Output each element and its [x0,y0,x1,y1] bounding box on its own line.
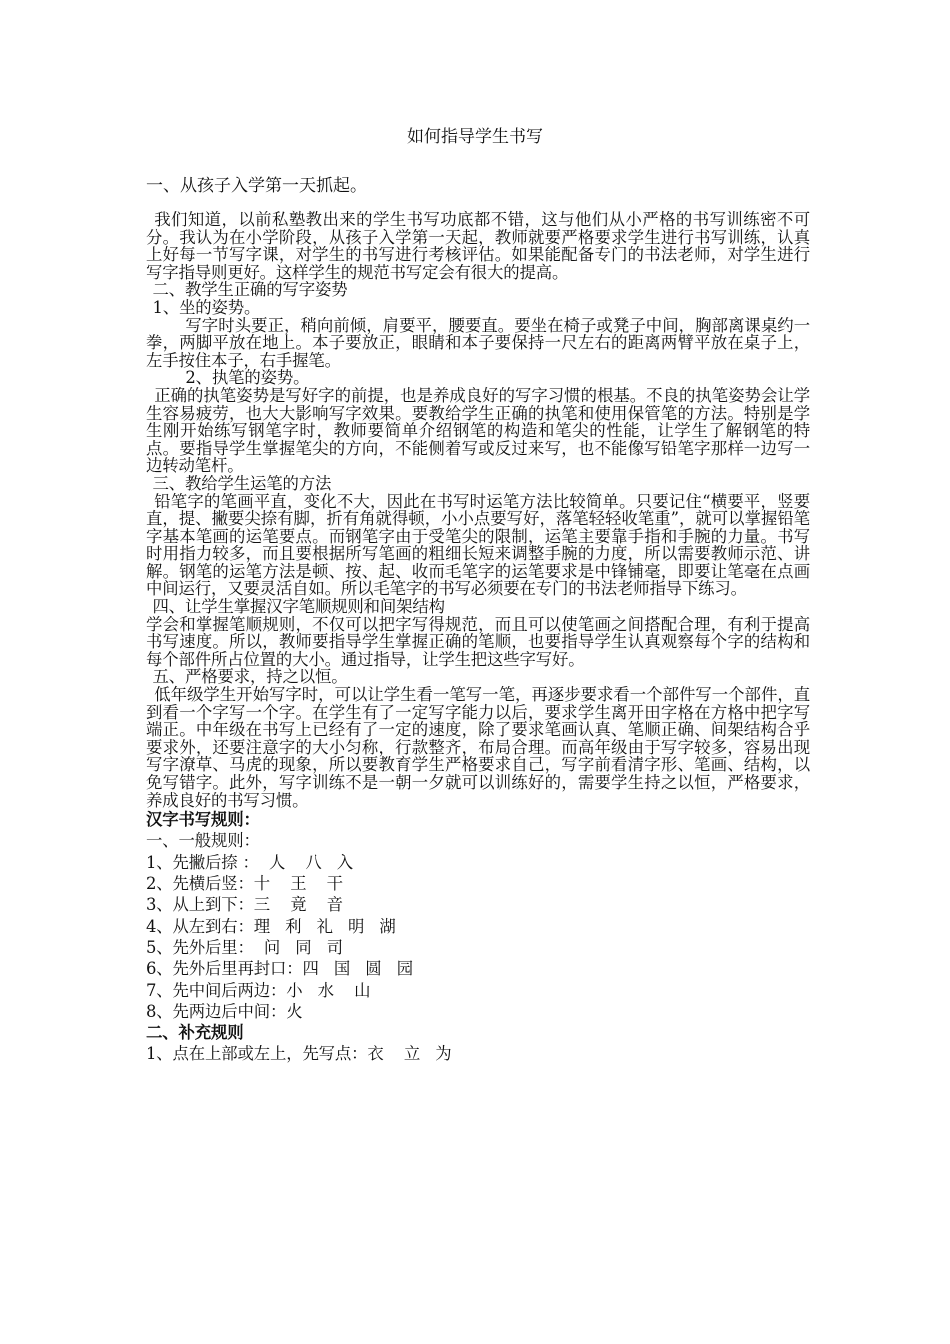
section-heading-1: 一、从孩子入学第一天抓起。 [146,176,367,196]
supplementary-rule-item: 1、点在上部或左上，先写点：衣 立 为 [146,1044,452,1064]
rule-item: 3、从上到下：三 竟 音 [146,895,343,915]
document-body [146,211,810,1065]
rules-title: 汉字书写规则： [146,810,260,830]
paragraph-2: 写字时头要正，稍向前倾，肩要平，腰要直。要坐在椅子或凳子中间，胸部离课桌约一拳，两脚平放在地上。本子要放正，眼睛和本子要保持一尺左右的距离两臂平放在桌子上，左手按住本子，右手握笔。 [146,315,810,370]
paragraph-1: 我们知道，以前私塾教出来的学生书写功底都不错，这与他们从小严格的书写训练密不可分。我认为在小学阶段，从孩子入学第一天起，教师就要严格要求学生进行书写训练，认真上好每一节写字课，对学生的书写进行考核评估。如果能配备专门的书法老师，对学生进行写字指导则更好。这样学生的规范书写定会有很大的提高。 [146,210,810,282]
supplementary-rules-title: 二、补充规则 [146,1023,244,1043]
rule-item: 5、先外后里： 问 同 司 [146,937,343,957]
paragraph-5: 学会和掌握笔顺规则，不仅可以把字写得规范，而且可以使笔画之间搭配合理，有利于提高书写速度。所以，教师要指导学生掌握正确的笔顺，也要指导学生认真观察每个字的结构和每个部件所占位置的大小。通过指导，让学生把这些字写好。 [146,614,810,669]
section-heading-4: 四、让学生掌握汉字笔顺规则和间架结构 [152,597,445,617]
paragraph-6: 低年级学生开始写字时，可以让学生看一笔写一笔，再逐步要求看一个部件写一个部件，直到看一个字写一个字。在学生有了一定写字能力以后，要求学生离开田字格在方格中把字写端正。中年级在书写上已经有了一定的速度，除了要求笔画认真、笔顺正确、间架结构合乎要求外，还要注意字的大小匀称，行款整齐，布局合理。而高年级由于写字较多，容易出现写字潦草、马虎的现象，所以要教育学生严格要求自己，写字前看清字形、笔画、结构，以免写错字。此外，写字训练不是一朝一夕就可以训练好的，需要学生持之以恒，严格要求，养成良好的书写习惯。 [146,685,810,810]
rule-item: 8、先两边后中间：火 [146,1001,303,1021]
paragraph-4: 铅笔字的笔画平直，变化不大，因此在书写时运笔方法比较简单。只要记住“横要平，竖要直，提、撇要尖捺有脚，折有角就得顿，小小点要写好，落笔轻轻收笔重”，就可以掌握铅笔字基本笔画的运笔要点。而钢笔字由于受笔尖的限制，运笔主要靠手指和手腕的力量。书写时用指力较多，而且要根据所写笔画的粗细长短来调整手腕的力度，所以需要教师示范、讲解。钢笔的运笔方法是顿、按、起、收而毛笔字的运笔要求是中锋铺毫，即要让笔毫在点画中间运行，又要灵活自如。所以毛笔字的书写必须要在专门的书法老师指导下练习。 [146,491,810,599]
subheading-sitting: 1、坐的姿势。 [152,297,261,317]
general-rules-title: 一、一般规则： [146,831,260,851]
rule-item: 6、先外后里再封口：四 国 圆 园 [146,959,413,979]
rule-item: 1、先撇后捺 ： 人 八 入 [146,852,354,872]
section-heading-3: 三、教给学生运笔的方法 [152,473,332,493]
rule-item: 2、先横后竖：十 王 干 [146,874,343,894]
document-title: 如何指导学生书写 [407,127,543,147]
section-heading-2: 二、教学生正确的写字姿势 [152,280,348,300]
rule-item: 7、先中间后两边：小 水 山 [146,980,371,1000]
section-heading-5: 五、严格要求，持之以恒。 [152,667,348,687]
subheading-holding: 2、执笔的姿势。 [185,368,310,388]
paragraph-3: 正确的执笔姿势是写好字的前提，也是养成良好的写字习惯的根基。不良的执笔姿势会让学生容易疲劳，也大大影响写字效果。要教给学生正确的执笔和使用保管笔的方法。特别是学生刚开始练写钢笔字时，教师要简单介绍钢笔的构造和笔尖的性能，让学生了解钢笔的特点。要指导学生掌握笔尖的方向，不能侧着写或反过来写，也不能像写铅笔字那样一边写一边转动笔杆。 [146,385,810,476]
rule-item: 4、从左到右：理 利 礼 明 湖 [146,916,396,936]
